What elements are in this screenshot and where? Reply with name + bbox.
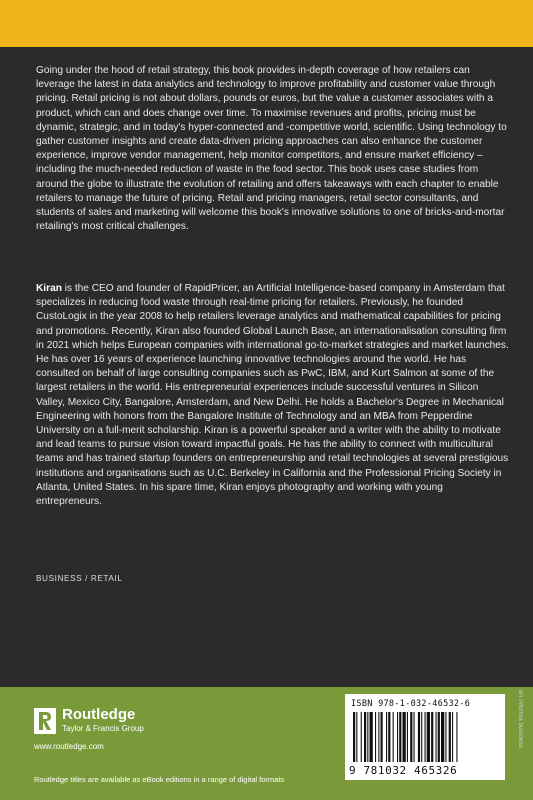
barcode-digits: 9 781032 465326 [349, 764, 458, 777]
book-category: BUSINESS / RETAIL [36, 574, 123, 583]
barcode-icon [351, 712, 499, 764]
publisher-subtitle: Taylor & Francis Group [62, 724, 144, 733]
isbn-label: ISBN 978-1-032-46532-6 [351, 699, 471, 709]
book-blurb: Going under the hood of retail strategy, this book provides in-depth coverage of how retailers can leverage the latest in data analytics and technology to improve profitability and customer value through pricing. Retail pricing is not about dollars, pounds or euros, but the value a customer associates with a product, which can and does change over time. To maximise revenues and profits, pricing must be dynamic, strategic, and in today's hyper-connected and -competitive world, scientific. Using technology to gather customer insights and create data-driven pricing approaches can also enhance the customer experience, improve vendor management, help monitor competitors, and ensure market efficiency – including the much-needed reduction of waste in the food sector. This book uses case studies from around the globe to illustrate the evolution of retailing and offers takeaways with each chapter to enable retailers to manage the future of pricing. Retail and pricing managers, retail sector consultants, and students of sales and marketing will welcome this book's innovative solutions to one of bricks-and-mortar retailing's most critical challenges. [36, 65, 507, 233]
publisher-website[interactable]: www.routledge.com [34, 742, 104, 751]
routledge-logo-icon [34, 708, 56, 734]
author-bio [36, 282, 510, 509]
publisher-name: Routledge [62, 706, 136, 723]
author-name: Kiran [36, 283, 62, 294]
ebook-note: Routledge titles are available as eBook editions in a range of digital formats [34, 775, 285, 784]
top-color-band [0, 0, 533, 47]
informa-side-note: an informa business [517, 690, 524, 749]
author-bio-text: is the CEO and founder of RapidPricer, an Artificial Intelligence-based company in Amsterdam that specializes in reducing food waste through real-time pricing for retailers. Previously, he founded CustoLogix in the year 2008 to help retailers leverage analytics and mathematical capabilities for pricing and promotions. Recently, Kiran also founded Global Launch Base, an internationalisation consulting firm in 2021 which helps European companies with international go-to-market strategies and market launches. He has over 16 years of experience launching innovative technologies around the world. He has consulted on behalf of large consulting companies such as PwC, IBM, and Kurt Salmon at some of the largest retailers in the world. His entrepreneurial experiences include successful ventures in Silicon Valley, Mexico City, Bangalore, Amsterdam, and New Delhi. He holds a Bachelor's Degree in Mechanical Engineering with honors from the Bangalore Institute of Technology and an MBA from Pepperdine University on a full-merit scholarship. Kiran is a powerful speaker and a writer with the ability to motivate and lead teams to pursue vision toward impactful goals. He has the ability to connect with multicultural teams and has trained startup founders on entrepreneurship and retail technologies at several prestigious institutions and organisations such as U.C. Berkeley in California and the Professional Pricing Society in Atlanta, United States. In his spare time, Kiran enjoys photography and working with young entrepreneurs. [36, 283, 509, 508]
